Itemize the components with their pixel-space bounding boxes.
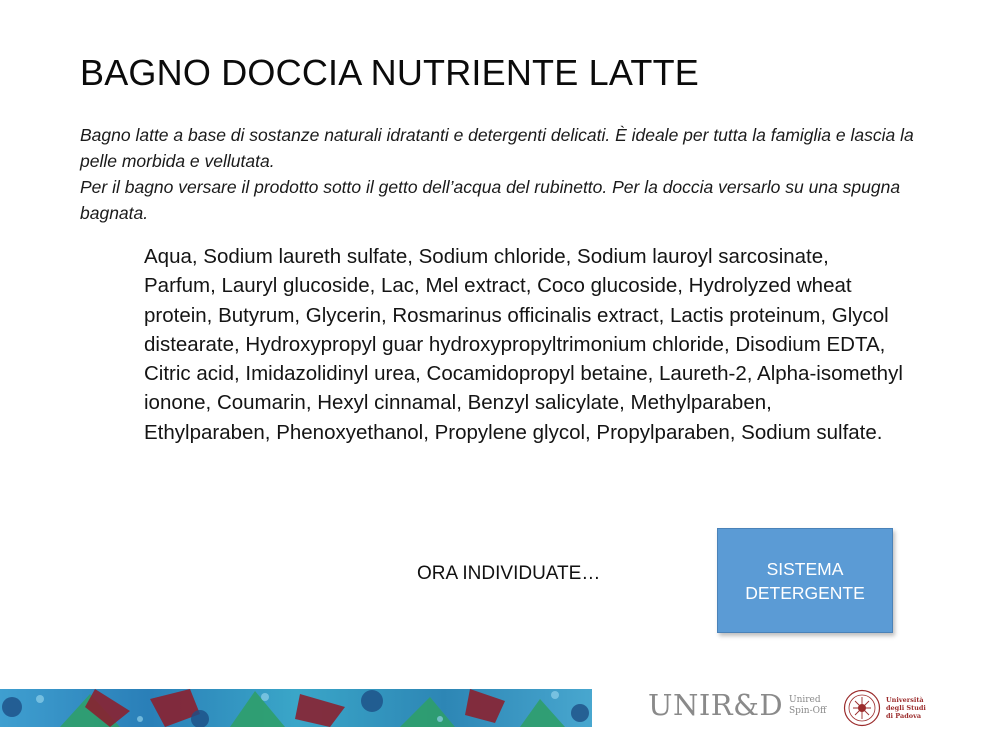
ingredients-list: Aqua, Sodium laureth sulfate, Sodium chloride, Sodium lauroyl sarcosinate, Parfum, Lauryl glucoside, Lac, Mel extract, Coco glucoside, Hydrolyzed wheat protein, Butyrum, Glycerin, Rosmarinus officinalis extract, Lactis proteinum, Glycol distearate, Hydroxypropyl guar hydroxypropyltrimonium chloride, Disodium EDTA, Citric acid, Imidazolidinyl urea, Cocamidopropyl betaine, Laureth-2, Alpha-isomethyl ionone, Coumarin, Hexyl cinnamal, Benzyl salicylate, Methylparaben, Ethylparaben, Phenoxyethanol, Propylene glycol, Propylparaben, Sodium sulfate. [144, 245, 903, 444]
cta-text: ORA INDIVIDUATE… [417, 563, 601, 584]
spinoff-label [789, 695, 826, 717]
decorative-micrograph-strip [0, 689, 592, 727]
spinoff-line1: Unired [789, 695, 821, 705]
button-label-line1: SISTEMA [766, 558, 844, 579]
intro-description: Bagno latte a base di sostanze naturali idratanti e detergenti delicati. È ideale per tutta la famiglia e lascia la pelle morbida e vellutata. [80, 125, 914, 171]
university-seal-icon [843, 689, 881, 727]
spinoff-line2: Spin-Off [789, 706, 827, 716]
uni-line3: di Padova [886, 712, 922, 720]
university-name [886, 696, 926, 720]
sistema-detergente-button[interactable] [717, 528, 893, 633]
intro-text [80, 122, 940, 226]
slide-title: BAGNO DOCCIA NUTRIENTE LATTE [80, 52, 700, 93]
micrograph-image [0, 689, 592, 727]
button-label-line2: DETERGENTE [745, 582, 865, 603]
intro-usage: Per il bagno versare il prodotto sotto il getto dell’acqua del rubinetto. Per la doccia versarlo su una spugna bagnata. [80, 177, 901, 223]
footer-logos [610, 680, 980, 740]
uni-line2: degli Studi [886, 704, 926, 712]
unirnd-logo: UNIR&D [648, 688, 784, 722]
uni-line1: Università [886, 696, 924, 704]
